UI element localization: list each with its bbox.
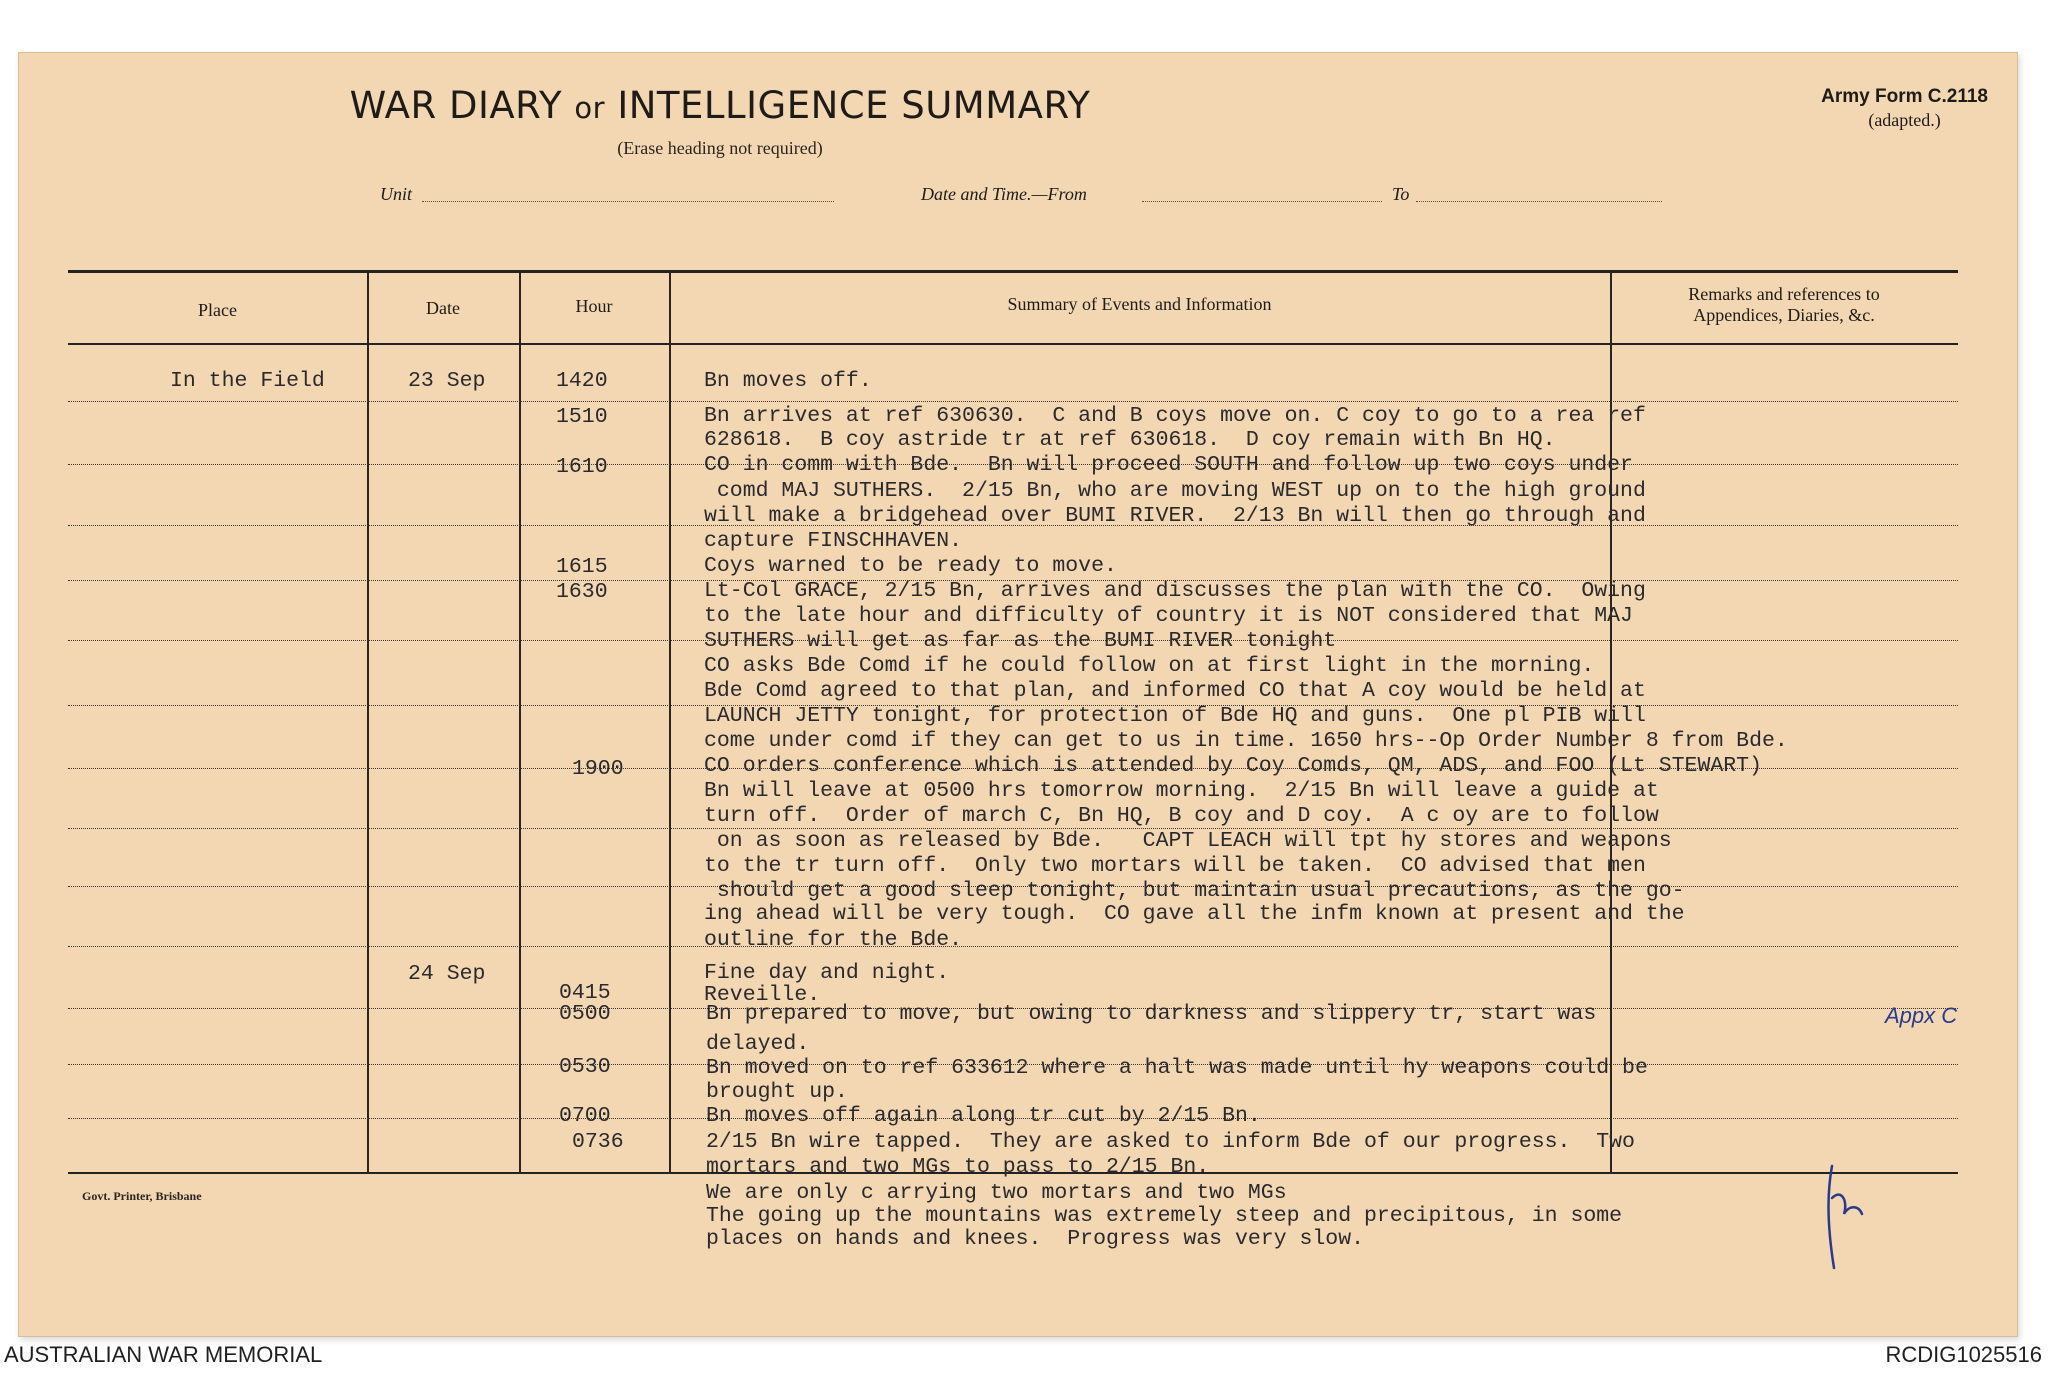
remark-appendix: Appx C [1885, 1003, 1958, 1028]
page-title [0, 84, 1440, 127]
row-line [68, 401, 1958, 402]
summary-line: CO asks Bde Comd if he could follow on at first light in the morning. [704, 654, 1595, 678]
summary-line: capture FINSCHHAVEN. [704, 529, 963, 553]
unit-field [422, 201, 834, 202]
summary-line: Bn moved on to ref 633612 where a halt was made until hy weapons could be [706, 1056, 1648, 1080]
hour-entry: 0500 [559, 1002, 611, 1026]
summary-line: Bn moves off again along tr cut by 2/15 Bn. [706, 1104, 1261, 1128]
from-field [1142, 201, 1382, 202]
form-adapted: (adapted.) [1868, 110, 1941, 130]
summary-line: CO orders conference which is attended by Coy Comds, QM, ADS, and FOO (Lt STEWART) [704, 754, 1762, 778]
hour-entry: 0530 [559, 1055, 611, 1079]
summary-line: SUTHERS will get as far as the BUMI RIVER tonight [704, 629, 1337, 653]
subtitle: (Erase heading not required) [617, 138, 823, 158]
hour-entry: 1630 [556, 580, 608, 604]
hour-entry: 1610 [556, 455, 608, 479]
summary-line: to the late hour and difficulty of country it is NOT considered that MAJ [704, 604, 1633, 628]
summary-line: Bn arrives at ref 630630. C and B coys move on. C coy to go to a rea ref [704, 404, 1646, 428]
summary-line: Lt-Col GRACE, 2/15 Bn, arrives and discusses the plan with the CO. Owing [704, 579, 1646, 603]
footer-right: RCDIG1025516 [1885, 1342, 2042, 1367]
date-time-label: Date and Time.—From [921, 184, 1087, 204]
date-value-1: 23 Sep [408, 369, 486, 393]
row-line [68, 946, 1958, 947]
col-place: Place [198, 300, 237, 320]
unit-label: Unit [380, 184, 413, 204]
summary-line: to the tr turn off. Only two mortars will be taken. CO advised that men [704, 854, 1646, 878]
form-number-label: Army Form C.2118 [1821, 86, 1988, 107]
hour-entry: 1615 [556, 555, 608, 579]
summary-line: Bn moves off. [704, 369, 872, 393]
table-top-border [68, 270, 1958, 273]
summary-line: We are only c arrying two mortars and two MGs [706, 1181, 1287, 1205]
summary-line: should get a good sleep tonight, but maintain usual precautions, as the go- [704, 879, 1685, 903]
summary-line: outline for the Bde. [704, 928, 963, 952]
summary-line: comd MAJ SUTHERS. 2/15 Bn, who are moving WEST up on to the high ground [704, 479, 1646, 503]
hour-entry: 1510 [556, 405, 608, 429]
summary-line: CO in comm with Bde. Bn will proceed SOUTH and follow up two coys under [704, 453, 1633, 477]
hour-entry: 0736 [572, 1130, 624, 1154]
summary-line: ing ahead will be very tough. CO gave all the infm known at present and the [704, 902, 1685, 926]
summary-line: Bn will leave at 0500 hrs tomorrow morning. 2/15 Bn will leave a guide at [704, 779, 1659, 803]
summary-line: Reveille. [704, 983, 821, 1007]
hour-entry: 0415 [559, 981, 611, 1005]
summary-line: 2/15 Bn wire tapped. They are asked to inform Bde of our progress. Two [706, 1130, 1635, 1154]
summary-line: Coys warned to be ready to move. [704, 554, 1117, 578]
summary-line: LAUNCH JETTY tonight, for protection of Bde HQ and guns. One pl PIB will [704, 704, 1646, 728]
col-remarks-line1: Remarks and references to [1688, 284, 1880, 304]
form-number [1821, 86, 1988, 131]
signature-mark [1818, 1158, 1878, 1278]
summary-line: delayed. [706, 1032, 810, 1056]
footer-left: AUSTRALIAN WAR MEMORIAL [4, 1342, 323, 1367]
summary-line: come under comd if they can get to us in time. 1650 hrs--Op Order Number 8 from Bde. [704, 729, 1788, 753]
col-date: Date [426, 298, 460, 318]
printer-note: Govt. Printer, Brisbane [82, 1189, 202, 1203]
title-intelligence-summary: INTELLIGENCE SUMMARY [617, 84, 1091, 127]
hour-entry: 0700 [559, 1104, 611, 1128]
summary-line: Bde Comd agreed to that plan, and informed CO that A coy would be held at [704, 679, 1646, 703]
summary-line: Fine day and night. [704, 961, 950, 985]
summary-line: turn off. Order of march C, Bn HQ, B coy and D coy. A c oy are to follow [704, 804, 1659, 828]
col-hour: Hour [575, 296, 613, 316]
col-remarks-line2: Appendices, Diaries, &c. [1693, 305, 1875, 325]
summary-line: brought up. [706, 1080, 848, 1104]
summary-line: mortars and two MGs to pass to 2/15 Bn. [706, 1155, 1210, 1179]
to-field [1416, 201, 1662, 202]
summary-line: The going up the mountains was extremely steep and precipitous, in some [706, 1204, 1623, 1228]
hour-entry: 1900 [572, 757, 624, 781]
summary-line: places on hands and knees. Progress was very slow. [706, 1227, 1365, 1251]
summary-line: Bn prepared to move, but owing to darkness and slippery tr, start was [706, 1002, 1597, 1026]
title-or: or [574, 91, 606, 125]
hour-entry: 1420 [556, 369, 608, 393]
summary-line: will make a bridgehead over BUMI RIVER. 2/13 Bn will then go through and [704, 504, 1646, 528]
date-value-2: 24 Sep [408, 962, 486, 986]
title-war-diary: WAR DIARY [349, 84, 563, 127]
summary-line: on as soon as released by Bde. CAPT LEACH will tpt hy stores and weapons [704, 829, 1672, 853]
divider-date [519, 272, 521, 1174]
place-value: In the Field [170, 369, 325, 393]
col-summary: Summary of Events and Information [1007, 294, 1272, 314]
divider-place [367, 272, 369, 1174]
to-label: To [1392, 184, 1410, 204]
divider-hour [669, 272, 671, 1174]
summary-line: 628618. B coy astride tr at ref 630618. D coy remain with Bn HQ. [704, 428, 1556, 452]
table-header-border [68, 343, 1958, 345]
col-remarks [1610, 284, 1958, 326]
